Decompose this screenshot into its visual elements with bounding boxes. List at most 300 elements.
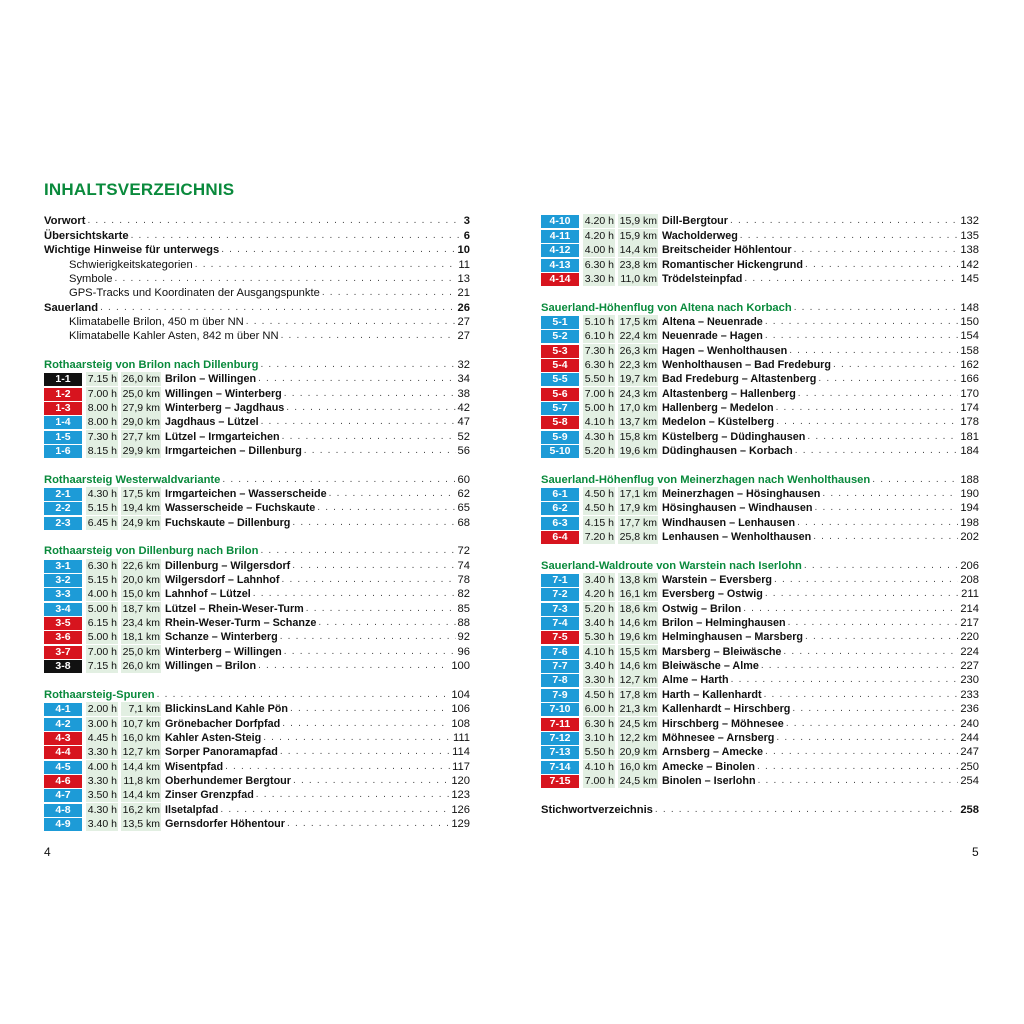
route-distance: 15,5 km [619,646,657,658]
route-distance: 18,1 km [122,631,160,643]
route-duration: 3.40 h [584,660,614,672]
page-reference: 3 [463,215,470,227]
dot-leader [263,731,451,745]
route-duration: 7.00 h [584,775,614,787]
route-number-badge: 5-5 [541,373,579,386]
entry-title: Übersichtskarte [44,230,129,242]
dot-leader [115,272,456,286]
page-reference: 244 [960,732,979,744]
page-reference: 32 [457,359,470,371]
route-distance: 11,8 km [121,774,161,788]
route-name: Schanze – Winterberg [165,631,278,643]
toc-entry[interactable] [541,501,979,515]
dot-leader [280,745,450,759]
toc-entry[interactable] [44,387,470,401]
route-duration: 6.30 h [584,359,614,371]
route-distance: 18,7 km [122,603,160,615]
page-reference: 85 [457,603,470,615]
page-reference: 135 [960,230,979,242]
dot-leader [292,559,455,573]
dot-leader [795,444,959,458]
route-number-badge: 1-6 [44,445,82,458]
toc-entry[interactable] [541,301,979,315]
route-name: Bad Fredeburg – Altastenberg [662,373,817,385]
route-number-badge: 7-13 [541,746,579,759]
dot-leader [256,788,450,802]
route-number-badge: 4-7 [44,789,82,802]
dot-leader [731,673,959,687]
page-reference: 72 [457,545,470,557]
page-reference: 106 [451,703,470,715]
page-reference: 74 [457,560,470,572]
dot-leader [833,358,958,372]
toc-entry[interactable] [541,358,979,372]
route-duration: 4.50 h [584,502,614,514]
dot-leader [776,401,959,415]
dot-leader [743,602,958,616]
route-number-badge: 4-10 [541,215,579,228]
route-distance: 27,9 km [122,402,160,414]
route-number-badge: 4-5 [44,761,82,774]
toc-entry[interactable] [541,444,979,458]
toc-entry[interactable] [44,329,470,343]
dot-leader [818,372,958,386]
route-distance: 17,5 km [122,488,160,500]
toc-entry[interactable] [44,473,470,487]
route-name: Wisentpfad [165,761,224,773]
toc-entry[interactable] [541,559,979,573]
dot-leader [730,214,958,228]
dot-leader [765,315,959,329]
route-distance: 17,9 km [619,502,657,514]
dot-leader [757,760,958,774]
toc-entry[interactable] [541,430,979,444]
page-reference: 65 [457,502,470,514]
route-duration: 6.30 h [584,718,614,730]
route-distance: 23,4 km [122,617,160,629]
dot-leader [814,501,958,515]
toc-entry[interactable] [44,731,470,745]
route-name: Breitscheider Höhlentour [662,244,792,256]
page-reference: 230 [960,674,979,686]
route-name: Küstelberg – Düdinghausen [662,431,806,443]
page-reference: 96 [457,646,470,658]
toc-entry[interactable] [44,301,470,315]
route-number-badge: 4-12 [541,244,579,257]
toc-entry[interactable] [541,717,979,731]
page-reference: 21 [457,287,470,299]
dot-leader [792,702,958,716]
page-reference: 138 [960,244,979,256]
toc-entry[interactable] [541,315,979,329]
route-name: Wacholderweg [662,230,738,242]
route-duration: 7.30 h [87,431,117,443]
route-name: Willingen – Winterberg [165,388,282,400]
route-distance: 29,9 km [122,445,160,457]
route-duration: 7.20 h [584,531,614,543]
dot-leader [225,760,450,774]
toc-entry[interactable] [44,659,470,673]
route-duration: 5.00 h [87,631,117,643]
toc-entry[interactable] [541,272,979,286]
toc-entry[interactable] [541,387,979,401]
dot-leader [284,387,456,401]
toc-entry[interactable] [44,258,470,272]
route-number-badge: 5-9 [541,431,579,444]
route-number-badge: 1-1 [44,373,82,386]
route-duration: 6.45 h [87,517,117,529]
page-reference: 34 [457,373,470,385]
route-number-badge: 5-10 [541,445,579,458]
route-distance: 15,9 km [619,230,657,242]
dot-leader [317,501,455,515]
page-reference: 258 [960,804,979,816]
toc-entry[interactable] [541,630,979,644]
route-name: Willingen – Brilon [165,660,257,672]
toc-entry[interactable] [44,688,470,702]
toc-title: INHALTSVERZEICHNIS [44,180,235,199]
route-duration: 4.20 h [584,588,614,600]
toc-entry[interactable] [541,516,979,530]
toc-entry[interactable] [541,214,979,228]
page-reference: 78 [457,574,470,586]
route-duration: 5.10 h [584,316,614,328]
toc-entry[interactable] [541,645,979,659]
route-name: Winterberg – Jagdhaus [165,402,285,414]
page-reference: 104 [451,689,470,701]
toc-entry[interactable] [541,616,979,630]
toc-entry[interactable] [44,774,470,788]
dot-leader [786,717,959,731]
route-number-badge: 7-15 [541,775,579,788]
route-duration: 5.30 h [584,631,614,643]
page-reference: 88 [457,617,470,629]
toc-entry[interactable] [541,573,979,587]
route-name: Medelon – Küstelberg [662,416,775,428]
route-distance: 16,1 km [619,588,657,600]
page-reference: 214 [960,603,979,615]
toc-entry[interactable] [44,616,470,630]
page-reference: 60 [457,474,470,486]
toc-entry[interactable] [44,358,470,372]
route-distance: 13,7 km [619,416,657,428]
toc-entry[interactable] [44,602,470,616]
route-number-badge: 6-1 [541,488,579,501]
page-reference: 217 [960,617,979,629]
route-duration: 5.15 h [87,502,117,514]
route-number-badge: 7-8 [541,674,579,687]
dot-leader [281,329,456,343]
route-distance: 19,4 km [122,502,160,514]
page-number-left: 4 [44,845,51,859]
route-duration: 7.00 h [87,388,117,400]
page-reference: 224 [960,646,979,658]
toc-entry[interactable] [44,229,470,243]
route-number-badge: 3-1 [44,560,82,573]
dot-leader [253,587,456,601]
page-reference: 6 [463,230,470,242]
route-number-badge: 2-1 [44,488,82,501]
route-name: Hirschberg – Möhnesee [662,718,784,730]
route-duration: 8.00 h [87,402,117,414]
page-reference: 233 [960,689,979,701]
toc-entry[interactable] [44,559,470,573]
route-number-badge: 7-6 [541,646,579,659]
route-number-badge: 7-9 [541,689,579,702]
route-number-badge: 4-1 [44,703,82,716]
toc-entry[interactable] [541,673,979,687]
toc-entry[interactable] [44,487,470,501]
toc-entry[interactable] [44,717,470,731]
toc-entry[interactable] [541,803,979,817]
toc-entry[interactable] [44,803,470,817]
toc-entry[interactable] [44,444,470,458]
route-number-badge: 3-5 [44,617,82,630]
route-duration: 3.40 h [584,617,614,629]
dot-leader [765,329,959,343]
route-duration: 4.20 h [584,230,614,242]
route-duration: 4.45 h [87,732,117,744]
route-distance: 16,2 km [122,804,160,816]
toc-entry[interactable] [541,745,979,759]
toc-entry[interactable] [541,587,979,601]
dot-leader [222,473,455,487]
route-duration: 5.00 h [87,603,117,615]
route-number-badge: 6-3 [541,517,579,530]
route-distance: 22,4 km [619,330,657,342]
route-distance: 19,7 km [619,373,657,385]
route-name: Helminghausen – Marsberg [662,631,803,643]
route-duration: 3.30 h [87,775,117,787]
route-duration: 4.50 h [584,689,614,701]
toc-entry[interactable] [541,774,979,788]
toc-entry[interactable] [541,329,979,343]
toc-entry[interactable] [44,630,470,644]
section-heading: Rothaarsteig von Dillenburg nach Brilon [44,545,259,557]
route-name: Alme – Harth [662,674,729,686]
section-heading: Sauerland-Höhenflug von Altena nach Korbach [541,302,792,314]
route-duration: 4.00 h [87,588,117,600]
page-reference: 120 [451,775,470,787]
page-reference: 184 [960,445,979,457]
route-distance: 19,6 km [619,445,657,457]
route-name: Amecke – Binolen [662,761,756,773]
route-distance: 12,7 km [619,674,657,686]
toc-entry[interactable] [541,344,979,358]
toc-entry[interactable] [541,487,979,501]
page-reference: 166 [960,373,979,385]
route-distance: 15,9 km [619,215,657,227]
route-number-badge: 3-3 [44,588,82,601]
toc-entry[interactable] [44,645,470,659]
toc-entry[interactable] [541,258,979,272]
route-name: Wasserscheide – Fuchskaute [165,502,316,514]
route-distance: 26,3 km [619,345,657,357]
route-number-badge: 4-4 [44,746,82,759]
dot-leader [761,659,959,673]
page-reference: 145 [960,273,979,285]
route-duration: 3.30 h [584,273,614,285]
toc-entry[interactable] [541,415,979,429]
route-number-badge: 7-11 [541,718,579,731]
route-name: Binolen – Iserlohn [662,775,756,787]
toc-entry[interactable] [44,430,470,444]
page-reference: 188 [960,474,979,486]
toc-entry[interactable] [44,760,470,774]
toc-entry[interactable] [541,602,979,616]
route-distance: 12,2 km [619,732,657,744]
route-name: Dill-Bergtour [662,215,728,227]
route-distance: 17,0 km [619,402,657,414]
route-duration: 4.00 h [87,761,117,773]
route-distance: 10,7 km [122,718,160,730]
route-distance: 16,0 km [122,732,160,744]
route-number-badge: 7-1 [541,574,579,587]
toc-entry[interactable] [541,731,979,745]
toc-entry[interactable] [541,688,979,702]
toc-entry[interactable] [44,516,470,530]
route-name: Altena – Neuenrade [662,316,763,328]
route-number-badge: 4-11 [541,230,579,243]
entry-title: Klimatabelle Kahler Asten, 842 m über NN [69,330,279,342]
dot-leader [280,630,456,644]
page-reference: 170 [960,388,979,400]
route-name: Ilsetalpfad [165,804,219,816]
toc-entry[interactable] [541,659,979,673]
page-reference: 42 [457,402,470,414]
dot-leader [87,214,461,228]
route-number-badge: 3-2 [44,574,82,587]
toc-entry[interactable] [44,702,470,716]
toc-entry[interactable] [44,286,470,300]
toc-entry[interactable] [541,372,979,386]
dot-leader [287,817,449,831]
toc-entry[interactable] [44,415,470,429]
route-name: Arnsberg – Amecke [662,746,764,758]
section-heading: Sauerland-Höhenflug von Meinerzhagen nach Wenholthausen [541,474,871,486]
route-number-badge: 3-8 [44,660,82,673]
route-distance: 7,1 km [121,702,161,716]
toc-entry[interactable] [44,315,470,329]
toc-entry[interactable] [44,401,470,415]
page-reference: 142 [960,259,979,271]
route-duration: 4.50 h [584,488,614,500]
route-duration: 4.20 h [584,215,614,227]
route-name: Jagdhaus – Lützel [165,416,259,428]
route-name: Gernsdorfer Höhentour [165,818,285,830]
route-distance: 24,9 km [122,517,160,529]
toc-entry[interactable] [44,243,470,257]
page-reference: 92 [457,631,470,643]
page-reference: 150 [960,316,979,328]
route-number-badge: 5-1 [541,316,579,329]
page-reference: 68 [457,517,470,529]
route-number-badge: 5-3 [541,345,579,358]
dot-leader [258,372,455,386]
page-reference: 158 [960,345,979,357]
route-name: Trödelsteinpfad [662,273,743,285]
route-number-badge: 4-13 [541,259,579,272]
toc-entry[interactable] [44,745,470,759]
toc-entry[interactable] [44,372,470,386]
route-number-badge: 4-6 [44,775,82,788]
route-name: Sorper Panoramapfad [165,746,278,758]
dot-leader [261,415,456,429]
dot-leader [765,745,958,759]
toc-entry[interactable] [44,214,470,228]
toc-entry[interactable] [541,401,979,415]
toc-entry[interactable] [541,702,979,716]
route-distance: 27,7 km [122,431,160,443]
toc-entry[interactable] [541,243,979,257]
toc-entry[interactable] [541,760,979,774]
section-heading: Rothaarsteig-Spuren [44,689,155,701]
page-reference: 62 [457,488,470,500]
dot-leader [774,573,958,587]
entry-title: Vorwort [44,215,86,227]
dot-leader [281,573,455,587]
route-number-badge: 4-3 [44,732,82,745]
dot-leader [220,803,449,817]
dot-leader [100,301,455,315]
route-duration: 7.15 h [87,373,117,385]
route-duration: 5.15 h [87,574,117,586]
toc-entry[interactable] [44,501,470,515]
route-distance: 26,0 km [122,660,160,672]
dot-leader [157,688,450,702]
toc-entry[interactable] [44,587,470,601]
page-reference: 126 [451,804,470,816]
page-reference: 202 [960,531,979,543]
toc-entry[interactable] [44,573,470,587]
route-duration: 3.10 h [584,732,614,744]
route-duration: 5.20 h [584,603,614,615]
route-number-badge: 7-7 [541,660,579,673]
page-reference: 227 [960,660,979,672]
route-distance: 16,0 km [619,761,657,773]
entry-title: Klimatabelle Brilon, 450 m über NN [69,316,244,328]
toc-entry[interactable] [541,229,979,243]
route-duration: 3.30 h [584,674,614,686]
dot-leader [872,473,958,487]
route-duration: 5.20 h [584,445,614,457]
dot-leader [260,358,455,372]
dot-leader [758,774,959,788]
toc-entry[interactable] [44,788,470,802]
route-name: Brilon – Willingen [165,373,257,385]
route-name: Winterberg – Willingen [165,646,282,658]
section-heading: Rothaarsteig Westerwaldvariante [44,474,221,486]
page-reference: 181 [960,431,979,443]
page-reference: 208 [960,574,979,586]
route-duration: 4.10 h [584,761,614,773]
toc-entry[interactable] [44,272,470,286]
route-number-badge: 4-9 [44,818,82,831]
route-duration: 5.50 h [584,746,614,758]
entry-title: Sauerland [44,302,99,314]
dot-leader [293,774,449,788]
route-duration: 7.15 h [87,660,117,672]
entry-title: GPS-Tracks und Koordinaten der Ausgangspunkte [69,287,320,299]
toc-entry[interactable] [541,530,979,544]
toc-entry[interactable] [44,817,470,831]
route-number-badge: 5-8 [541,416,579,429]
route-duration: 2.00 h [87,703,117,715]
toc-entry[interactable] [44,544,470,558]
dot-leader [290,702,449,716]
page-reference: 220 [960,631,979,643]
toc-entry[interactable] [541,473,979,487]
